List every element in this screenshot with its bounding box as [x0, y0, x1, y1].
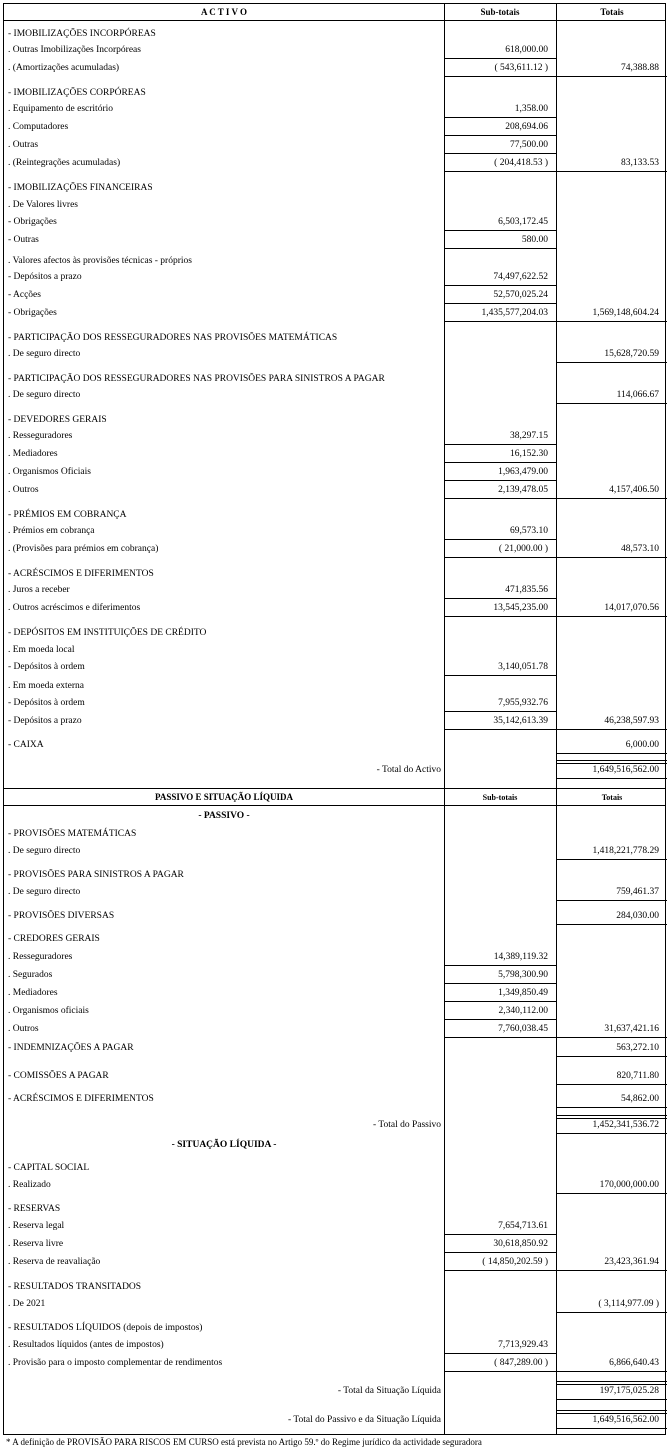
subtotal-rule — [444, 711, 556, 712]
passivo-header — [4, 790, 665, 806]
row-label: - Outras — [8, 235, 39, 245]
row-label: . De seguro directo — [8, 349, 81, 359]
subtotal-value: 6,503,172.45 — [498, 217, 548, 227]
subtotal-rule — [444, 480, 556, 481]
total-value: 1,649,516,562.00 — [592, 765, 659, 775]
subtotal-rule — [444, 58, 556, 59]
subtotal-value: 618,000.00 — [505, 45, 548, 55]
row-label: . Mediadores — [8, 449, 58, 459]
subtotal-value: 7,955,932.76 — [498, 698, 548, 708]
subtotal-rule — [444, 498, 556, 499]
total-rule — [557, 76, 667, 77]
row-label: . Resultados líquidos (antes de impostos) — [8, 1340, 164, 1350]
subtotal-rule — [444, 1037, 556, 1038]
total-rule — [557, 859, 667, 860]
total-double-rule — [557, 1410, 667, 1414]
subtotal-rule — [444, 1353, 556, 1354]
subtotal-value: 35,142,613.39 — [493, 716, 548, 726]
row-label: - Depósitos a prazo — [8, 272, 82, 282]
total-double-rule — [557, 1381, 667, 1385]
total-value: 114,066.67 — [616, 390, 659, 400]
total-rule — [557, 900, 667, 901]
footnote: * A definição de PROVISÃO PARA RISCOS EM CURSO está prevista no Artigo 59.º do Regime jurídico da actividade seguradora — [6, 1437, 482, 1447]
total-rule — [557, 924, 667, 925]
row-label: . Em moeda local — [8, 645, 75, 655]
row-label: . (Provisões para prémios em cobrança) — [8, 544, 159, 554]
total-rule — [557, 1371, 667, 1372]
subtotal-value: 7,760,038.45 — [498, 1024, 548, 1034]
row-label: - IMOBILIZAÇÕES CORPÓREAS — [8, 88, 146, 98]
row-label: . Outros — [8, 1024, 39, 1034]
total-rule — [557, 616, 667, 617]
subtotal-rule — [444, 675, 556, 676]
subtotal-value: 74,497,622.52 — [493, 272, 548, 282]
subtotal-rule — [444, 248, 556, 249]
total-double-rule — [557, 760, 667, 764]
total-value: 74,388.88 — [621, 63, 659, 73]
subtotal-rule — [444, 285, 556, 286]
total-value: 6,000.00 — [625, 740, 659, 750]
row-label: . Outras Imobilizações Incorpóreas — [8, 45, 141, 55]
subtotal-rule — [444, 983, 556, 984]
activo-header-subtotals: Sub-totais — [480, 7, 520, 17]
subtotal-value: 2,139,478.05 — [498, 485, 548, 495]
row-label: . Outros — [8, 485, 39, 495]
subtotal-rule — [444, 76, 556, 77]
row-label: - Total do Passivo e da Situação Líquida — [288, 1415, 441, 1425]
subtotal-value: 7,713,929.43 — [498, 1340, 548, 1350]
passivo-header-totals: Totais — [601, 793, 623, 802]
subtotal-value: ( 847,289.00 ) — [494, 1358, 548, 1368]
row-label: . Segurados — [8, 970, 53, 980]
subtotal-value: 14,389,119.32 — [493, 952, 548, 962]
total-rule — [557, 1133, 667, 1134]
row-label: . Mediadores — [8, 988, 58, 998]
row-label: - Obrigações — [8, 308, 57, 318]
row-label: - SITUAÇÃO LÍQUIDA - — [171, 1140, 277, 1150]
total-rule — [557, 1084, 667, 1085]
subtotal-rule — [444, 171, 556, 172]
subtotal-value: 208,694.06 — [505, 122, 548, 132]
subtotal-rule — [444, 230, 556, 231]
row-label: . (Reintegrações acumuladas) — [8, 158, 121, 168]
row-label: - Total do Activo — [376, 765, 441, 775]
subtotal-rule — [444, 1371, 556, 1372]
row-label: . De seguro directo — [8, 846, 81, 856]
total-value: 1,649,516,562.00 — [592, 1415, 659, 1425]
row-label: . Organismos Oficiais — [8, 467, 91, 477]
total-value: 820,711.80 — [616, 1071, 659, 1081]
subtotal-value: ( 14,850,202.59 ) — [482, 1257, 548, 1267]
row-label: . Outros acréscimos e diferimentos — [8, 603, 141, 613]
passivo-header-subtotals: Sub-totais — [482, 793, 518, 802]
total-rule — [557, 729, 667, 730]
row-label: . Reserva livre — [8, 1239, 64, 1249]
subtotal-value: 16,152.30 — [510, 449, 548, 459]
total-rule — [557, 1056, 667, 1057]
row-label: . Realizado — [8, 1180, 51, 1190]
row-label: . Valores afectos às provisões técnicas - próprios — [8, 256, 192, 266]
total-rule — [557, 1037, 667, 1038]
row-label: . Provisão para o imposto complementar de rendimentos — [8, 1358, 223, 1368]
subtotal-rule — [444, 462, 556, 463]
total-rule — [557, 321, 667, 322]
total-rule — [557, 1270, 667, 1271]
subtotal-rule — [444, 965, 556, 966]
subtotal-value: 1,963,479.00 — [498, 467, 548, 477]
subtotal-value: 38,297.15 — [510, 431, 548, 441]
total-value: 4,157,406.50 — [609, 485, 659, 495]
row-label: . (Amortizações acumuladas) — [8, 63, 120, 73]
row-label: . Equipamento de escritório — [8, 104, 113, 114]
subtotal-rule — [444, 321, 556, 322]
row-label: - PRÉMIOS EM COBRANÇA — [8, 510, 127, 520]
row-label: . Resseguradores — [8, 431, 73, 441]
subtotal-value: 2,340,112.00 — [498, 1006, 548, 1016]
activo-header-totals: Totais — [600, 7, 624, 17]
row-label: - PARTICIPAÇÃO DOS RESSEGURADORES NAS PROVISÕES PARA SINISTROS A PAGAR — [8, 374, 385, 384]
row-label: . Prémios em cobrança — [8, 526, 95, 536]
subtotal-rule — [444, 1252, 556, 1253]
subtotal-value: 471,835.56 — [505, 585, 548, 595]
subtotal-rule — [444, 153, 556, 154]
total-rule — [557, 1428, 667, 1429]
total-rule — [557, 1107, 667, 1108]
activo-header-title: A C T I V O — [200, 7, 248, 17]
total-value: 563,272.10 — [616, 1043, 659, 1053]
subtotal-rule — [444, 616, 556, 617]
row-label: - IMOBILIZAÇÕES INCORPÓREAS — [8, 29, 156, 39]
row-label: - CAPITAL SOCIAL — [8, 1163, 90, 1173]
row-label: - DEPÓSITOS EM INSTITUIÇÕES DE CRÉDITO — [8, 628, 207, 638]
row-label: - PROVISÕES MATEMÁTICAS — [8, 829, 137, 839]
section-divider — [4, 788, 665, 789]
total-value: 284,030.00 — [616, 911, 659, 921]
total-value: 1,418,221,778.29 — [592, 846, 659, 856]
row-label: - PARTICIPAÇÃO DOS RESSEGURADORES NAS PROVISÕES MATEMÁTICAS — [8, 333, 338, 343]
total-value: 15,628,720.59 — [604, 349, 659, 359]
row-label: . De 2021 — [8, 1299, 46, 1309]
row-label: - Obrigações — [8, 217, 57, 227]
row-label: . Outras — [8, 140, 39, 150]
total-value: 46,238,597.93 — [604, 716, 659, 726]
row-label: - INDEMNIZAÇÕES A PAGAR — [8, 1043, 134, 1053]
total-value: 23,423,361.94 — [604, 1257, 659, 1267]
subtotal-rule — [444, 1001, 556, 1002]
subtotal-value: 52,570,025.24 — [493, 290, 548, 300]
subtotal-value: 30,618,850.92 — [493, 1239, 548, 1249]
row-label: - CAIXA — [8, 740, 44, 750]
subtotal-rule — [444, 303, 556, 304]
total-value: 83,133.53 — [621, 158, 659, 168]
row-label: - Depósitos à ordem — [8, 698, 85, 708]
row-label: . Computadores — [8, 122, 69, 132]
total-value: 54,862.00 — [621, 1094, 659, 1104]
subtotal-rule — [444, 444, 556, 445]
total-rule — [557, 403, 667, 404]
subtotal-value: 69,573.10 — [510, 526, 548, 536]
total-rule — [557, 557, 667, 558]
subtotal-rule — [444, 557, 556, 558]
row-label: . De seguro directo — [8, 887, 81, 897]
subtotal-value: 580.00 — [521, 235, 548, 245]
row-label: - PROVISÕES PARA SINISTROS A PAGAR — [8, 870, 184, 880]
subtotal-value: 7,654,713.61 — [498, 1221, 548, 1231]
row-label: - Acções — [8, 290, 41, 300]
row-label: . Resseguradores — [8, 952, 73, 962]
row-label: - ACRÉSCIMOS E DIFERIMENTOS — [8, 1094, 154, 1104]
row-label: - DEVEDORES GERAIS — [8, 415, 107, 425]
row-label: - Depósitos a prazo — [8, 716, 82, 726]
total-rule — [557, 1193, 667, 1194]
subtotal-value: 13,545,235.00 — [493, 603, 548, 613]
row-label: - Total do Passivo — [372, 1120, 441, 1130]
total-rule — [557, 778, 667, 779]
row-label: - ACRÉSCIMOS E DIFERIMENTOS — [8, 569, 154, 579]
subtotal-value: ( 21,000.00 ) — [498, 544, 548, 554]
row-label: - RESULTADOS LÍQUIDOS (depois de impostos) — [8, 1323, 203, 1333]
total-rule — [557, 1312, 667, 1313]
total-value: 31,637,421.16 — [604, 1024, 659, 1034]
total-value: 1,569,148,604.24 — [592, 308, 659, 318]
subtotal-rule — [444, 729, 556, 730]
row-label: - IMOBILIZAÇÕES FINANCEIRAS — [8, 183, 153, 193]
total-value: 6,866,640.43 — [609, 1358, 659, 1368]
subtotal-rule — [444, 117, 556, 118]
total-value: 1,452,341,536.72 — [592, 1120, 659, 1130]
total-rule — [557, 171, 667, 172]
total-rule — [557, 1399, 667, 1400]
row-label: - RESULTADOS TRANSITADOS — [8, 1282, 142, 1292]
row-label: . Reserva de reavaliação — [8, 1257, 101, 1267]
total-value: 759,461.37 — [616, 887, 659, 897]
subtotal-rule — [444, 1019, 556, 1020]
balance-sheet — [3, 3, 666, 1435]
row-label: - COMISSÕES A PAGAR — [8, 1071, 109, 1081]
subtotal-value: 1,349,850.49 — [498, 988, 548, 998]
subtotal-rule — [444, 598, 556, 599]
subtotal-value: 1,358.00 — [514, 104, 548, 114]
subtotal-rule — [444, 1270, 556, 1271]
total-value: ( 3,114,977.09 ) — [598, 1299, 659, 1309]
row-label: . De Valores livres — [8, 200, 79, 210]
passivo-header-title: PASSIVO E SITUAÇÃO LÍQUIDA — [155, 792, 293, 802]
row-label: - PROVISÕES DIVERSAS — [8, 911, 115, 921]
row-label: - RESERVAS — [8, 1204, 61, 1214]
subtotal-rule — [444, 1234, 556, 1235]
row-label: - Total da Situação Líquida — [337, 1386, 441, 1396]
subtotal-value: ( 543,611.12 ) — [494, 63, 548, 73]
row-label: - Depósitos à ordem — [8, 662, 85, 672]
total-value: 170,000,000.00 — [599, 1180, 659, 1190]
row-label: . Juros a receber — [8, 585, 70, 595]
total-rule — [557, 362, 667, 363]
total-double-rule — [557, 1115, 667, 1119]
activo-header — [4, 4, 665, 21]
subtotal-value: ( 204,418.53 ) — [494, 158, 548, 168]
total-value: 197,175,025.28 — [599, 1386, 659, 1396]
row-label: - PASSIVO - — [198, 811, 250, 821]
subtotal-value: 3,140,051.78 — [498, 662, 548, 672]
row-label: . Em moeda externa — [8, 681, 84, 691]
total-rule — [557, 498, 667, 499]
row-label: . Organismos oficiais — [8, 1006, 89, 1016]
subtotal-value: 1,435,577,204.03 — [481, 308, 548, 318]
subtotal-value: 5,798,300.90 — [498, 970, 548, 980]
total-value: 48,573.10 — [621, 544, 659, 554]
row-label: - CREDORES GERAIS — [8, 934, 100, 944]
row-label: . De seguro directo — [8, 390, 81, 400]
subtotal-value: 77,500.00 — [510, 140, 548, 150]
row-label: . Reserva legal — [8, 1221, 65, 1231]
subtotal-rule — [444, 135, 556, 136]
total-rule — [557, 753, 667, 754]
subtotal-rule — [444, 539, 556, 540]
total-value: 14,017,070.56 — [604, 603, 659, 613]
